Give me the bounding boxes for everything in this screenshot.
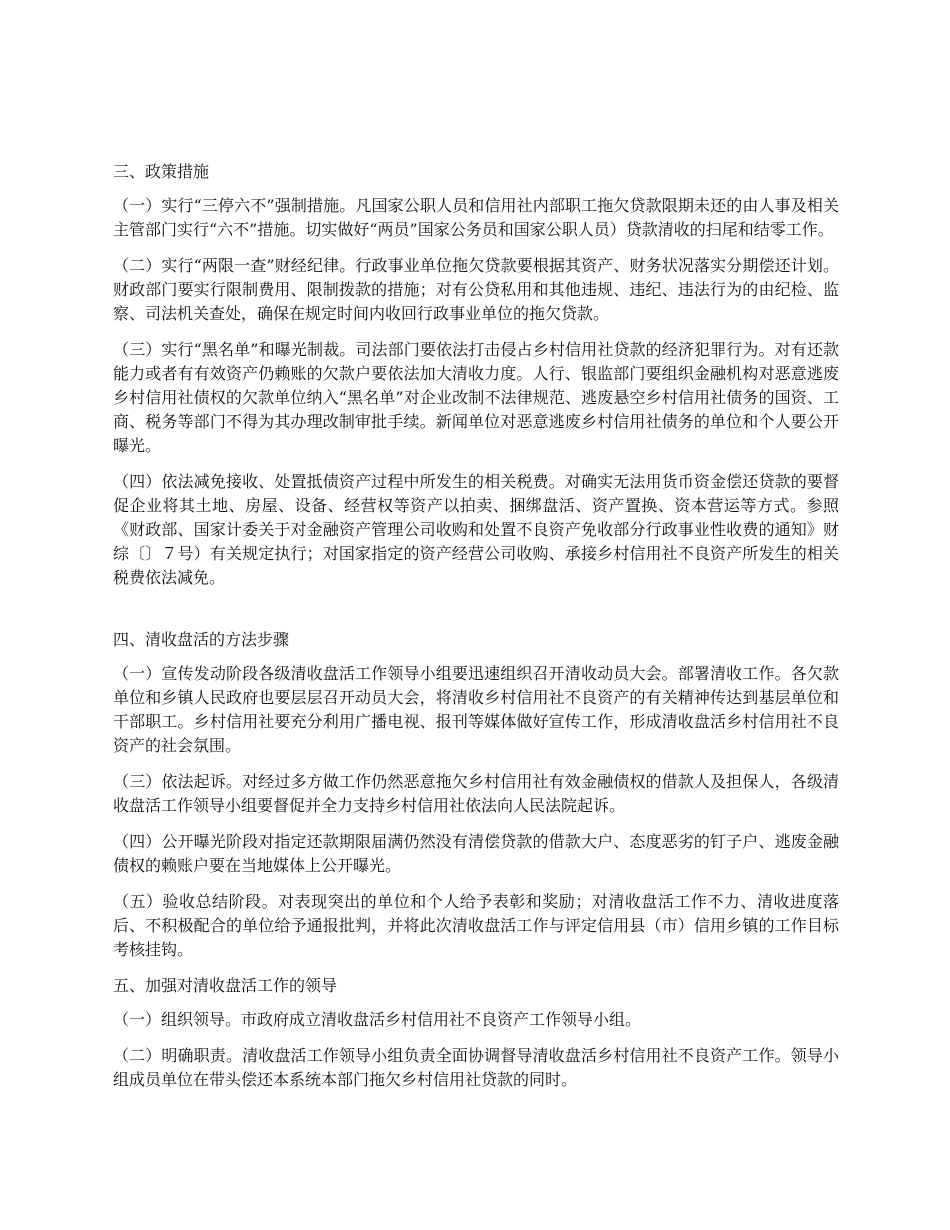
section-heading-steps: 四、清收盘活的方法步骤 bbox=[113, 630, 290, 649]
paragraph: （五）验收总结阶段。对表现突出的单位和个人给予表彰和奖励；对清收盘活工作不力、清收进度落后、不积极配合的单位给予通报批判，并将此次清收盘活工作与评定信用县（市）信用乡镇的工作目标考核挂钩。 bbox=[113, 892, 839, 959]
paragraph: （四）依法减免接收、处置抵债资产过程中所发生的相关税费。对确实无法用货币资金偿还贷款的要督促企业将其土地、房屋、设备、经营权等资产以拍卖、捆绑盘活、资产置换、资本营运等方式。参照《财政部、国家计委关于对金融资产管理公司收购和处置不良资产免收部分行政事业性收费的通知》财综〔〕７号）有关规定执行；对国家指定的资产经营公司收购、承接乡村信用社不良资产所发生的相关税费依法减免。 bbox=[113, 472, 839, 587]
section-spacer bbox=[113, 602, 839, 628]
paragraph: （二）实行“两限一查”财经纪律。行政事业单位拖欠贷款要根据其资产、财务状况落实分期偿还计划。财政部门要实行限制费用、限制拨款的措施；对有公贷私用和其他违规、违纪、违法行为的由纪检、监察、司法机关查处，确保在规定时间内收回行政事业单位的拖欠贷款。 bbox=[113, 256, 839, 323]
paragraph: （一）组织领导。市政府成立清收盘活乡村信用社不良资产工作领导小组。 bbox=[113, 1010, 642, 1029]
paragraph: （一）宣传发动阶段各级清收盘活工作领导小组要迅速组织召开清收动员大会。部署清收工作。各欠款单位和乡镇人民政府也要层层召开动员大会，将清收乡村信用社不良资产的有关精神传达到基层单位和干部职工。乡村信用社要充分利用广播电视、报刊等媒体做好宣传工作，形成清收盘活乡村信用社不良资产的社会氛围。 bbox=[113, 664, 839, 755]
paragraph: （三）依法起诉。对经过多方做工作仍然恶意拖欠乡村信用社有效金融债权的借款人及担保人，各级清收盘活工作领导小组要督促并全力支持乡村信用社依法向人民法院起诉。 bbox=[113, 772, 839, 815]
paragraph: （二）明确职责。清收盘活工作领导小组负责全面协调督导清收盘活乡村信用社不良资产工作。领导小组成员单位在带头偿还本系统本部门拖欠乡村信用社贷款的同时。 bbox=[113, 1046, 839, 1089]
section-heading-policy: 三、政策措施 bbox=[113, 162, 210, 181]
paragraph: （四）公开曝光阶段对指定还款期限届满仍然没有清偿贷款的借款大户、态度恶劣的钉子户、逃废金融债权的赖账户要在当地媒体上公开曝光。 bbox=[113, 832, 839, 875]
section-heading-leadership: 五、加强对清收盘活工作的领导 bbox=[113, 976, 338, 995]
paragraph: （一）实行“三停六不”强制措施。凡国家公职人员和信用社内部职工拖欠贷款限期未还的由人事及相关主管部门实行“六不”措施。切实做好“两员”国家公务员和国家公职人员）贷款清收的扫尾和结零工作。 bbox=[113, 196, 839, 239]
paragraph: （三）实行“黑名单”和曝光制裁。司法部门要依法打击侵占乡村信用社贷款的经济犯罪行为。对有还款能力或者有有效资产仍赖账的欠款户要依法加大清收力度。人行、银监部门要组织金融机构对恶意逃废乡村信用社债权的欠款单位纳入“黑名单”对企业改制不法律规范、逃废悬空乡村信用社债务的国资、工商、税务等部门不得为其办理改制审批手续。新闻单位对恶意逃废乡村信用社债务的单位和个人要公开曝光。 bbox=[113, 340, 839, 455]
document-body bbox=[113, 160, 839, 1104]
